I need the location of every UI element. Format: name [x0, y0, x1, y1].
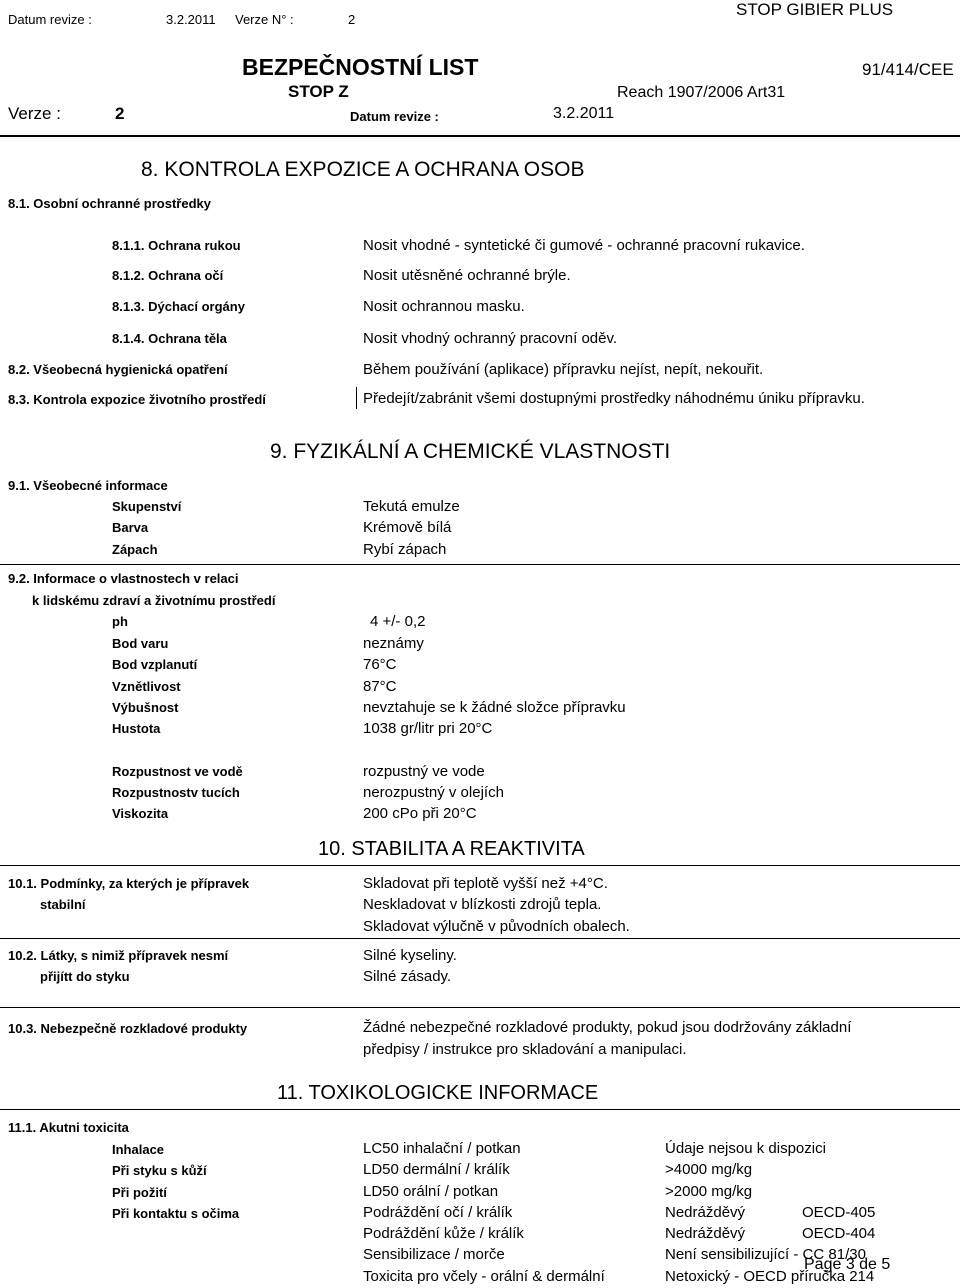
section-10-3-heading: 10.3. Nebezpečně rozkladové produkty	[8, 1021, 248, 1036]
page-number: Page 3 de 5	[804, 1256, 891, 1273]
s10-1-value: Neskladovat v blízkosti zdrojů tepla.	[363, 896, 602, 913]
product-name: STOP Z	[288, 82, 349, 101]
prop-label: Rozpustnostv tucích	[112, 785, 240, 800]
bracket-line	[356, 387, 357, 409]
version-value: 2	[348, 12, 356, 27]
tox-result: Údaje nejsou k dispozici	[665, 1140, 826, 1157]
s9-general-label: Skupenství	[112, 499, 182, 514]
prop-label: Viskozita	[112, 806, 169, 821]
prop-value: 76°C	[363, 656, 397, 673]
s10-3-value: předpisy / instrukce pro skladování a manipulaci.	[363, 1041, 687, 1058]
s9-general-label: Zápach	[112, 542, 158, 557]
section-10-2-heading: 10.2. Látky, s nimiž přípravek nesmí	[8, 948, 229, 963]
tox-result: Nedrážděvý	[665, 1204, 746, 1221]
section-10-1-heading-cont: stabilní	[40, 897, 86, 912]
s9-general-value: Tekutá emulze	[363, 498, 460, 515]
tox-result: Nedrážděvý	[665, 1225, 746, 1242]
version-value-2: 2	[115, 104, 125, 123]
tox-guideline: OECD-405	[802, 1204, 876, 1221]
revision-date-value-2: 3.2.2011	[553, 105, 615, 122]
tox-test: Podráždění očí / králík	[363, 1204, 513, 1221]
prop-value: 200 cPo při 20°C	[363, 805, 477, 822]
s9-general-value: Krémově bílá	[363, 519, 452, 536]
prop-value: neznámy	[363, 635, 424, 652]
tox-test: Sensibilizace / morče	[363, 1246, 505, 1263]
prop-value: 87°C	[363, 678, 397, 695]
section-10-title: 10. STABILITA A REAKTIVITA	[318, 838, 585, 860]
s8-row-value: Během používání (aplikace) přípravku nejíst, nepít, nekouřit.	[363, 361, 764, 378]
prop-label: Vznětlivost	[112, 679, 181, 694]
revision-date-label-2: Datum revize :	[350, 109, 439, 124]
s8-row-label: 8.2. Všeobecná hygienická opatření	[8, 362, 228, 377]
s10-1-value: Skladovat při teplotě vyšší než +4°C.	[363, 875, 608, 892]
directive-code: 91/414/CEE	[862, 60, 954, 79]
s8-row-label: 8.1.2. Ochrana očí	[112, 268, 224, 283]
prop-value: 1038 gr/litr pri 20°C	[363, 720, 493, 737]
s9-general-value: Rybí zápach	[363, 541, 447, 558]
s8-row-value: Předejít/zabránit všemi dostupnými prostředky náhodnému úniku přípravku.	[363, 390, 865, 407]
tox-result: Netoxický - OECD příručka 214	[665, 1268, 875, 1285]
product-top: STOP GIBIER PLUS	[736, 0, 894, 19]
tox-route-label: Při požití	[112, 1185, 167, 1200]
tox-test: LD50 orální / potkan	[363, 1183, 499, 1200]
prop-value: 4 +/- 0,2	[370, 613, 426, 630]
section-11-1-heading: 11.1. Akutni toxicita	[8, 1120, 129, 1135]
section-8-title: 8. KONTROLA EXPOZICE A OCHRANA OSOB	[141, 158, 585, 181]
tox-route-label: Inhalace	[112, 1142, 165, 1157]
tox-test: LD50 dermální / králík	[363, 1161, 510, 1178]
document-title: BEZPEČNOSTNÍ LIST	[242, 54, 479, 80]
version-label: Verze N° :	[235, 12, 294, 27]
s8-row-label: 8.3. Kontrola expozice životního prostředí	[8, 392, 266, 407]
tox-route-label: Při kontaktu s očima	[112, 1206, 240, 1221]
prop-label: Hustota	[112, 721, 161, 736]
tox-result: >2000 mg/kg	[665, 1183, 753, 1200]
s8-row-value: Nosit utěsněné ochranné brýle.	[363, 267, 571, 284]
prop-label: Rozpustnost ve vodě	[112, 764, 243, 779]
prop-value: rozpustný ve vode	[363, 763, 485, 780]
revision-date-value: 3.2.2011	[166, 12, 216, 27]
section-10-1-heading: 10.1. Podmínky, za kterých je přípravek	[8, 876, 250, 891]
s8-row-label: 8.1.4. Ochrana těla	[112, 331, 227, 346]
s8-row-label: 8.1.1. Ochrana rukou	[112, 238, 241, 253]
section-divider	[0, 1007, 960, 1008]
tox-test: LC50 inhalační / potkan	[363, 1140, 521, 1157]
section-divider	[0, 1109, 960, 1110]
reach-reference: Reach 1907/2006 Art31	[617, 84, 786, 101]
header-divider	[0, 135, 960, 137]
section-9-2-heading: 9.2. Informace o vlastnostech v relaci	[8, 571, 239, 586]
prop-label: ph	[112, 614, 128, 629]
tox-test: Toxicita pro včely - orální & dermální	[363, 1268, 605, 1285]
tox-result: >4000 mg/kg	[665, 1161, 753, 1178]
prop-value: nerozpustný v olejích	[363, 784, 504, 801]
prop-label: Výbušnost	[112, 700, 179, 715]
s8-row-value: Nosit vhodný ochranný pracovní oděv.	[363, 330, 618, 347]
prop-label: Bod varu	[112, 636, 169, 651]
section-9-title: 9. FYZIKÁLNÍ A CHEMICKÉ VLASTNOSTI	[270, 440, 671, 463]
section-divider	[0, 865, 960, 866]
section-divider	[0, 564, 960, 565]
prop-label: Bod vzplanutí	[112, 657, 198, 672]
section-10-2-heading-cont: přijítt do styku	[40, 969, 130, 984]
revision-date-label: Datum revize :	[8, 12, 92, 27]
version-label-2: Verze :	[8, 104, 61, 123]
s8-row-value: Nosit ochrannou masku.	[363, 298, 525, 315]
s10-2-value: Silné zásady.	[363, 968, 452, 985]
section-9-1-heading: 9.1. Všeobecné informace	[8, 478, 168, 493]
s9-general-label: Barva	[112, 520, 149, 535]
section-9-2-heading-cont: k lidskému zdraví a životnímu prostředí	[32, 593, 276, 608]
tox-guideline: OECD-404	[802, 1225, 876, 1242]
tox-route-label: Při styku s kůží	[112, 1163, 207, 1178]
tox-test: Podráždění kůže / králík	[363, 1225, 524, 1242]
s10-3-value: Žádné nebezpečné rozkladové produkty, pokud jsou dodržovány základní	[363, 1019, 852, 1036]
s10-2-value: Silné kyseliny.	[363, 947, 457, 964]
section-11-title: 11. TOXIKOLOGICKE INFORMACE	[277, 1082, 599, 1104]
section-divider	[0, 938, 960, 939]
section-8-1-heading: 8.1. Osobní ochranné prostředky	[8, 196, 211, 211]
s8-row-value: Nosit vhodné - syntetické či gumové - ochranné pracovní rukavice.	[363, 237, 805, 254]
s8-row-label: 8.1.3. Dýchací orgány	[112, 299, 245, 314]
tox-result: Není sensibilizující - CC 81/30	[665, 1246, 866, 1263]
s10-1-value: Skladovat výlučně v původních obalech.	[363, 918, 630, 935]
prop-value: nevztahuje se k žádné složce přípravku	[363, 699, 626, 716]
